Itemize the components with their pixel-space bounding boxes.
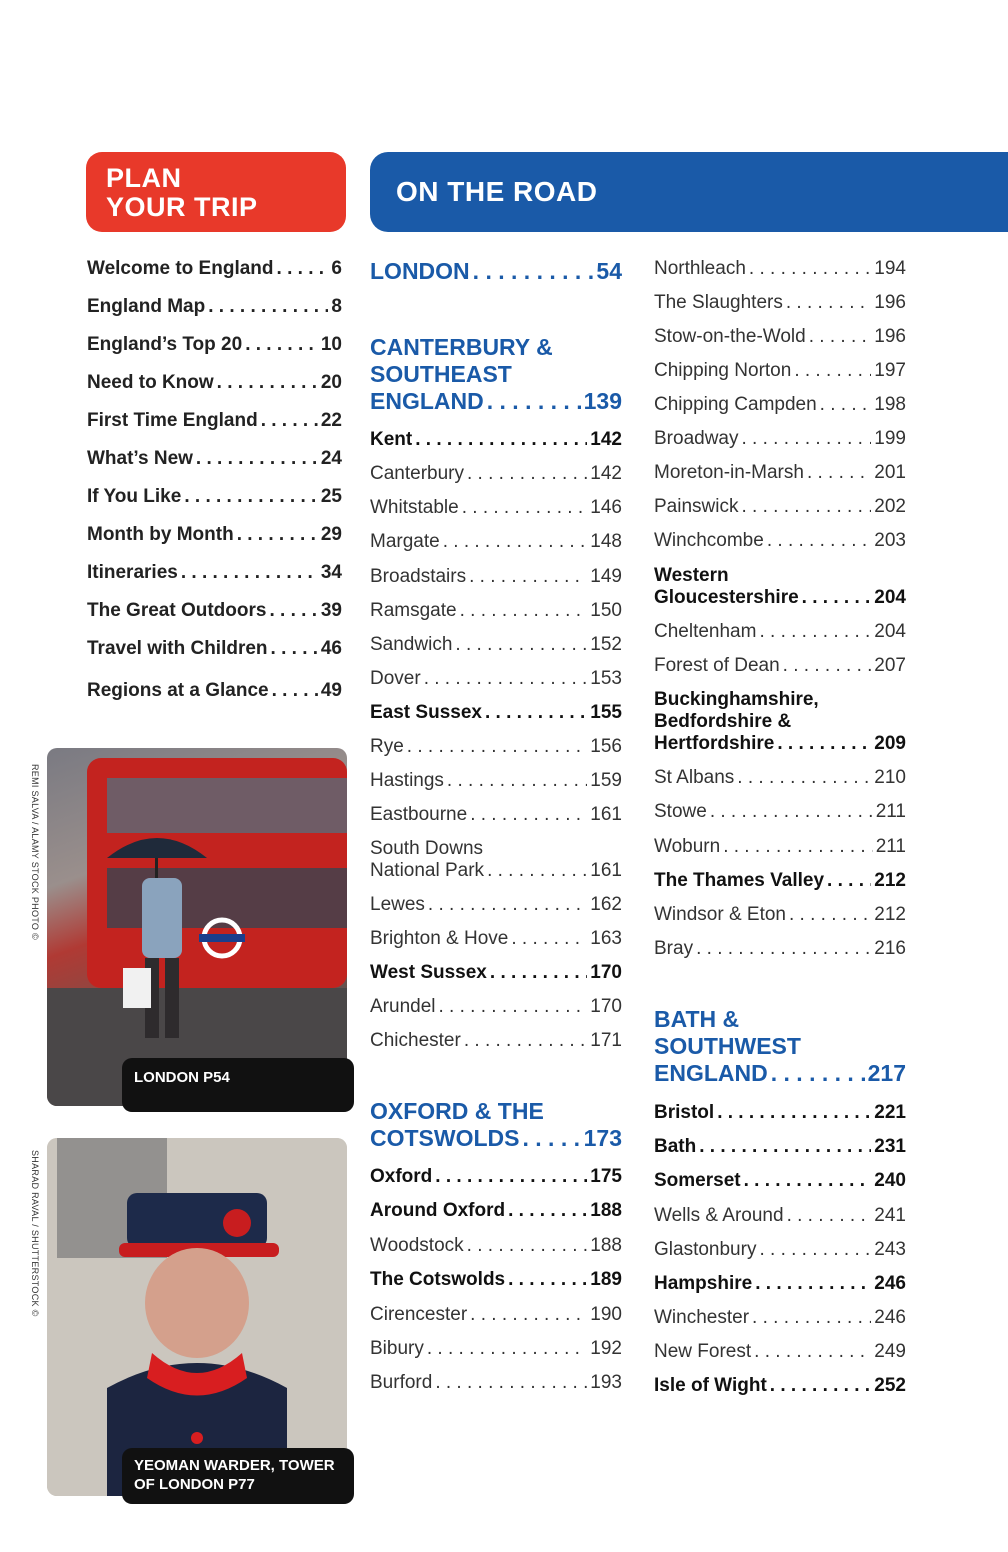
toc-entry[interactable]: Woburn . . . 211 (654, 836, 906, 858)
road-title: ON THE ROAD (396, 176, 598, 207)
toc-entry[interactable]: Month by Month . . . 29 (87, 524, 342, 546)
toc-entry[interactable]: Kent . . . 142 (370, 429, 622, 451)
toc-entry[interactable]: Bibury . . . 192 (370, 1338, 622, 1360)
toc-entry[interactable]: Chipping Campden . . . 198 (654, 394, 906, 416)
toc-entry[interactable]: Hastings . . . 159 (370, 770, 622, 792)
toc-entry[interactable]: Arundel . . . 170 (370, 996, 622, 1018)
on-the-road-header (370, 152, 1008, 232)
toc-entry[interactable]: Isle of Wight . . . 252 (654, 1375, 906, 1397)
toc-entry[interactable]: Cirencester . . . 190 (370, 1304, 622, 1326)
photo1-credit: REMI SALVA / ALAMY STOCK PHOTO © (30, 764, 40, 940)
toc-entry[interactable]: Winchcombe . . . 203 (654, 530, 906, 552)
toc-entry[interactable]: Somerset . . . 240 (654, 1170, 906, 1192)
toc-entry-south-downs[interactable]: South Downs National Park . . . 161 (370, 838, 622, 882)
toc-entry[interactable]: Winchester . . . 246 (654, 1307, 906, 1329)
toc-entry[interactable]: Broadstairs . . . 149 (370, 566, 622, 588)
plan-title-line1: PLAN (106, 163, 182, 193)
toc-region-bath[interactable]: BATH & SOUTHWEST ENGLAND . . . 217 (654, 1006, 906, 1087)
toc-entry[interactable]: East Sussex . . . 155 (370, 702, 622, 724)
toc-entry[interactable]: Bath . . . 231 (654, 1136, 906, 1158)
toc-entry[interactable]: What’s New . . . 24 (87, 448, 342, 470)
toc-entry[interactable]: Chipping Norton . . . 197 (654, 360, 906, 382)
toc-region-london[interactable]: LONDON . . . 54 (370, 258, 622, 285)
toc-region-oxford[interactable]: OXFORD & THE COTSWOLDS . . . 173 (370, 1098, 622, 1152)
toc-entry[interactable]: Bristol . . . 221 (654, 1102, 906, 1124)
toc-entry[interactable]: Northleach . . . 194 (654, 258, 906, 280)
toc-region-canterbury[interactable]: CANTERBURY & SOUTHEAST ENGLAND . . . 139 (370, 334, 622, 415)
photo2-credit: SHARAD RAVAL / SHUTTERSTOCK © (30, 1150, 40, 1317)
toc-entry[interactable]: Canterbury . . . 142 (370, 463, 622, 485)
toc-entry[interactable]: Woodstock . . . 188 (370, 1235, 622, 1257)
toc-entry[interactable]: Around Oxford . . . 188 (370, 1200, 622, 1222)
toc-entry[interactable]: Whitstable . . . 146 (370, 497, 622, 519)
toc-entry[interactable]: The Cotswolds . . . 189 (370, 1269, 622, 1291)
toc-entry[interactable]: Hampshire . . . 246 (654, 1273, 906, 1295)
toc-entry[interactable]: Stow-on-the-Wold . . . 196 (654, 326, 906, 348)
toc-entry[interactable]: Wells & Around . . . 241 (654, 1205, 906, 1227)
toc-entry[interactable]: Dover . . . 153 (370, 668, 622, 690)
photo1-caption: LONDON P54 (122, 1058, 354, 1112)
toc-entry[interactable]: Chichester . . . 171 (370, 1030, 622, 1052)
toc-entry[interactable]: Windsor & Eton . . . 212 (654, 904, 906, 926)
toc-entry[interactable]: Margate . . . 148 (370, 531, 622, 553)
plan-your-trip-header (86, 152, 346, 232)
toc-entry[interactable]: Brighton & Hove . . . 163 (370, 928, 622, 950)
yeoman-warder-illustration (47, 1138, 347, 1496)
london-bus-photo (47, 748, 347, 1106)
toc-entry[interactable]: First Time England . . . 22 (87, 410, 342, 432)
toc-entry[interactable]: Oxford . . . 175 (370, 1166, 622, 1188)
toc-entry[interactable]: England’s Top 20 . . . 10 (87, 334, 342, 356)
toc-entry[interactable]: The Great Outdoors . . . 39 (87, 600, 342, 622)
toc-entry[interactable]: England Map . . . 8 (87, 296, 342, 318)
toc-entry[interactable]: Cheltenham . . . 204 (654, 621, 906, 643)
toc-entry[interactable]: St Albans . . . 210 (654, 767, 906, 789)
toc-entry[interactable]: Glastonbury . . . 243 (654, 1239, 906, 1261)
toc-entry[interactable]: Stowe . . . 211 (654, 801, 906, 823)
toc-entry[interactable]: West Sussex . . . 170 (370, 962, 622, 984)
toc-entry[interactable]: Broadway . . . 199 (654, 428, 906, 450)
toc-entry-bucks[interactable]: Buckinghamshire, Bedfordshire & Hertfordshire . . . 209 (654, 689, 906, 755)
toc-entry[interactable]: Ramsgate . . . 150 (370, 600, 622, 622)
toc-entry[interactable]: Painswick . . . 202 (654, 496, 906, 518)
toc-entry[interactable]: The Slaughters . . . 196 (654, 292, 906, 314)
toc-entry[interactable]: Welcome to England . . . 6 (87, 258, 342, 280)
toc-entry[interactable]: Lewes . . . 162 (370, 894, 622, 916)
toc-entry-western-gloucestershire[interactable]: Western Gloucestershire . . . 204 (654, 565, 906, 609)
toc-entry[interactable]: Itineraries . . . 34 (87, 562, 342, 584)
toc-entry[interactable]: Bray . . . 216 (654, 938, 906, 960)
toc-entry[interactable]: Rye . . . 156 (370, 736, 622, 758)
toc-entry[interactable]: Eastbourne . . . 161 (370, 804, 622, 826)
london-bus-illustration (47, 748, 347, 1106)
toc-entry[interactable]: Forest of Dean . . . 207 (654, 655, 906, 677)
toc-entry[interactable]: Regions at a Glance . . . 49 (87, 680, 342, 702)
toc-entry[interactable]: New Forest . . . 249 (654, 1341, 906, 1363)
yeoman-warder-photo (47, 1138, 347, 1496)
toc-entry[interactable]: Sandwich . . . 152 (370, 634, 622, 656)
toc-entry[interactable]: Need to Know . . . 20 (87, 372, 342, 394)
toc-entry[interactable]: The Thames Valley . . . 212 (654, 870, 906, 892)
toc-entry[interactable]: If You Like . . . 25 (87, 486, 342, 508)
photo2-caption: YEOMAN WARDER, TOWER OF LONDON P77 (122, 1448, 354, 1504)
toc-entry[interactable]: Moreton-in-Marsh . . . 201 (654, 462, 906, 484)
toc-entry[interactable]: Travel with Children . . . 46 (87, 638, 342, 660)
toc-entry[interactable]: Burford . . . 193 (370, 1372, 622, 1394)
plan-title-line2: YOUR TRIP (106, 192, 258, 222)
